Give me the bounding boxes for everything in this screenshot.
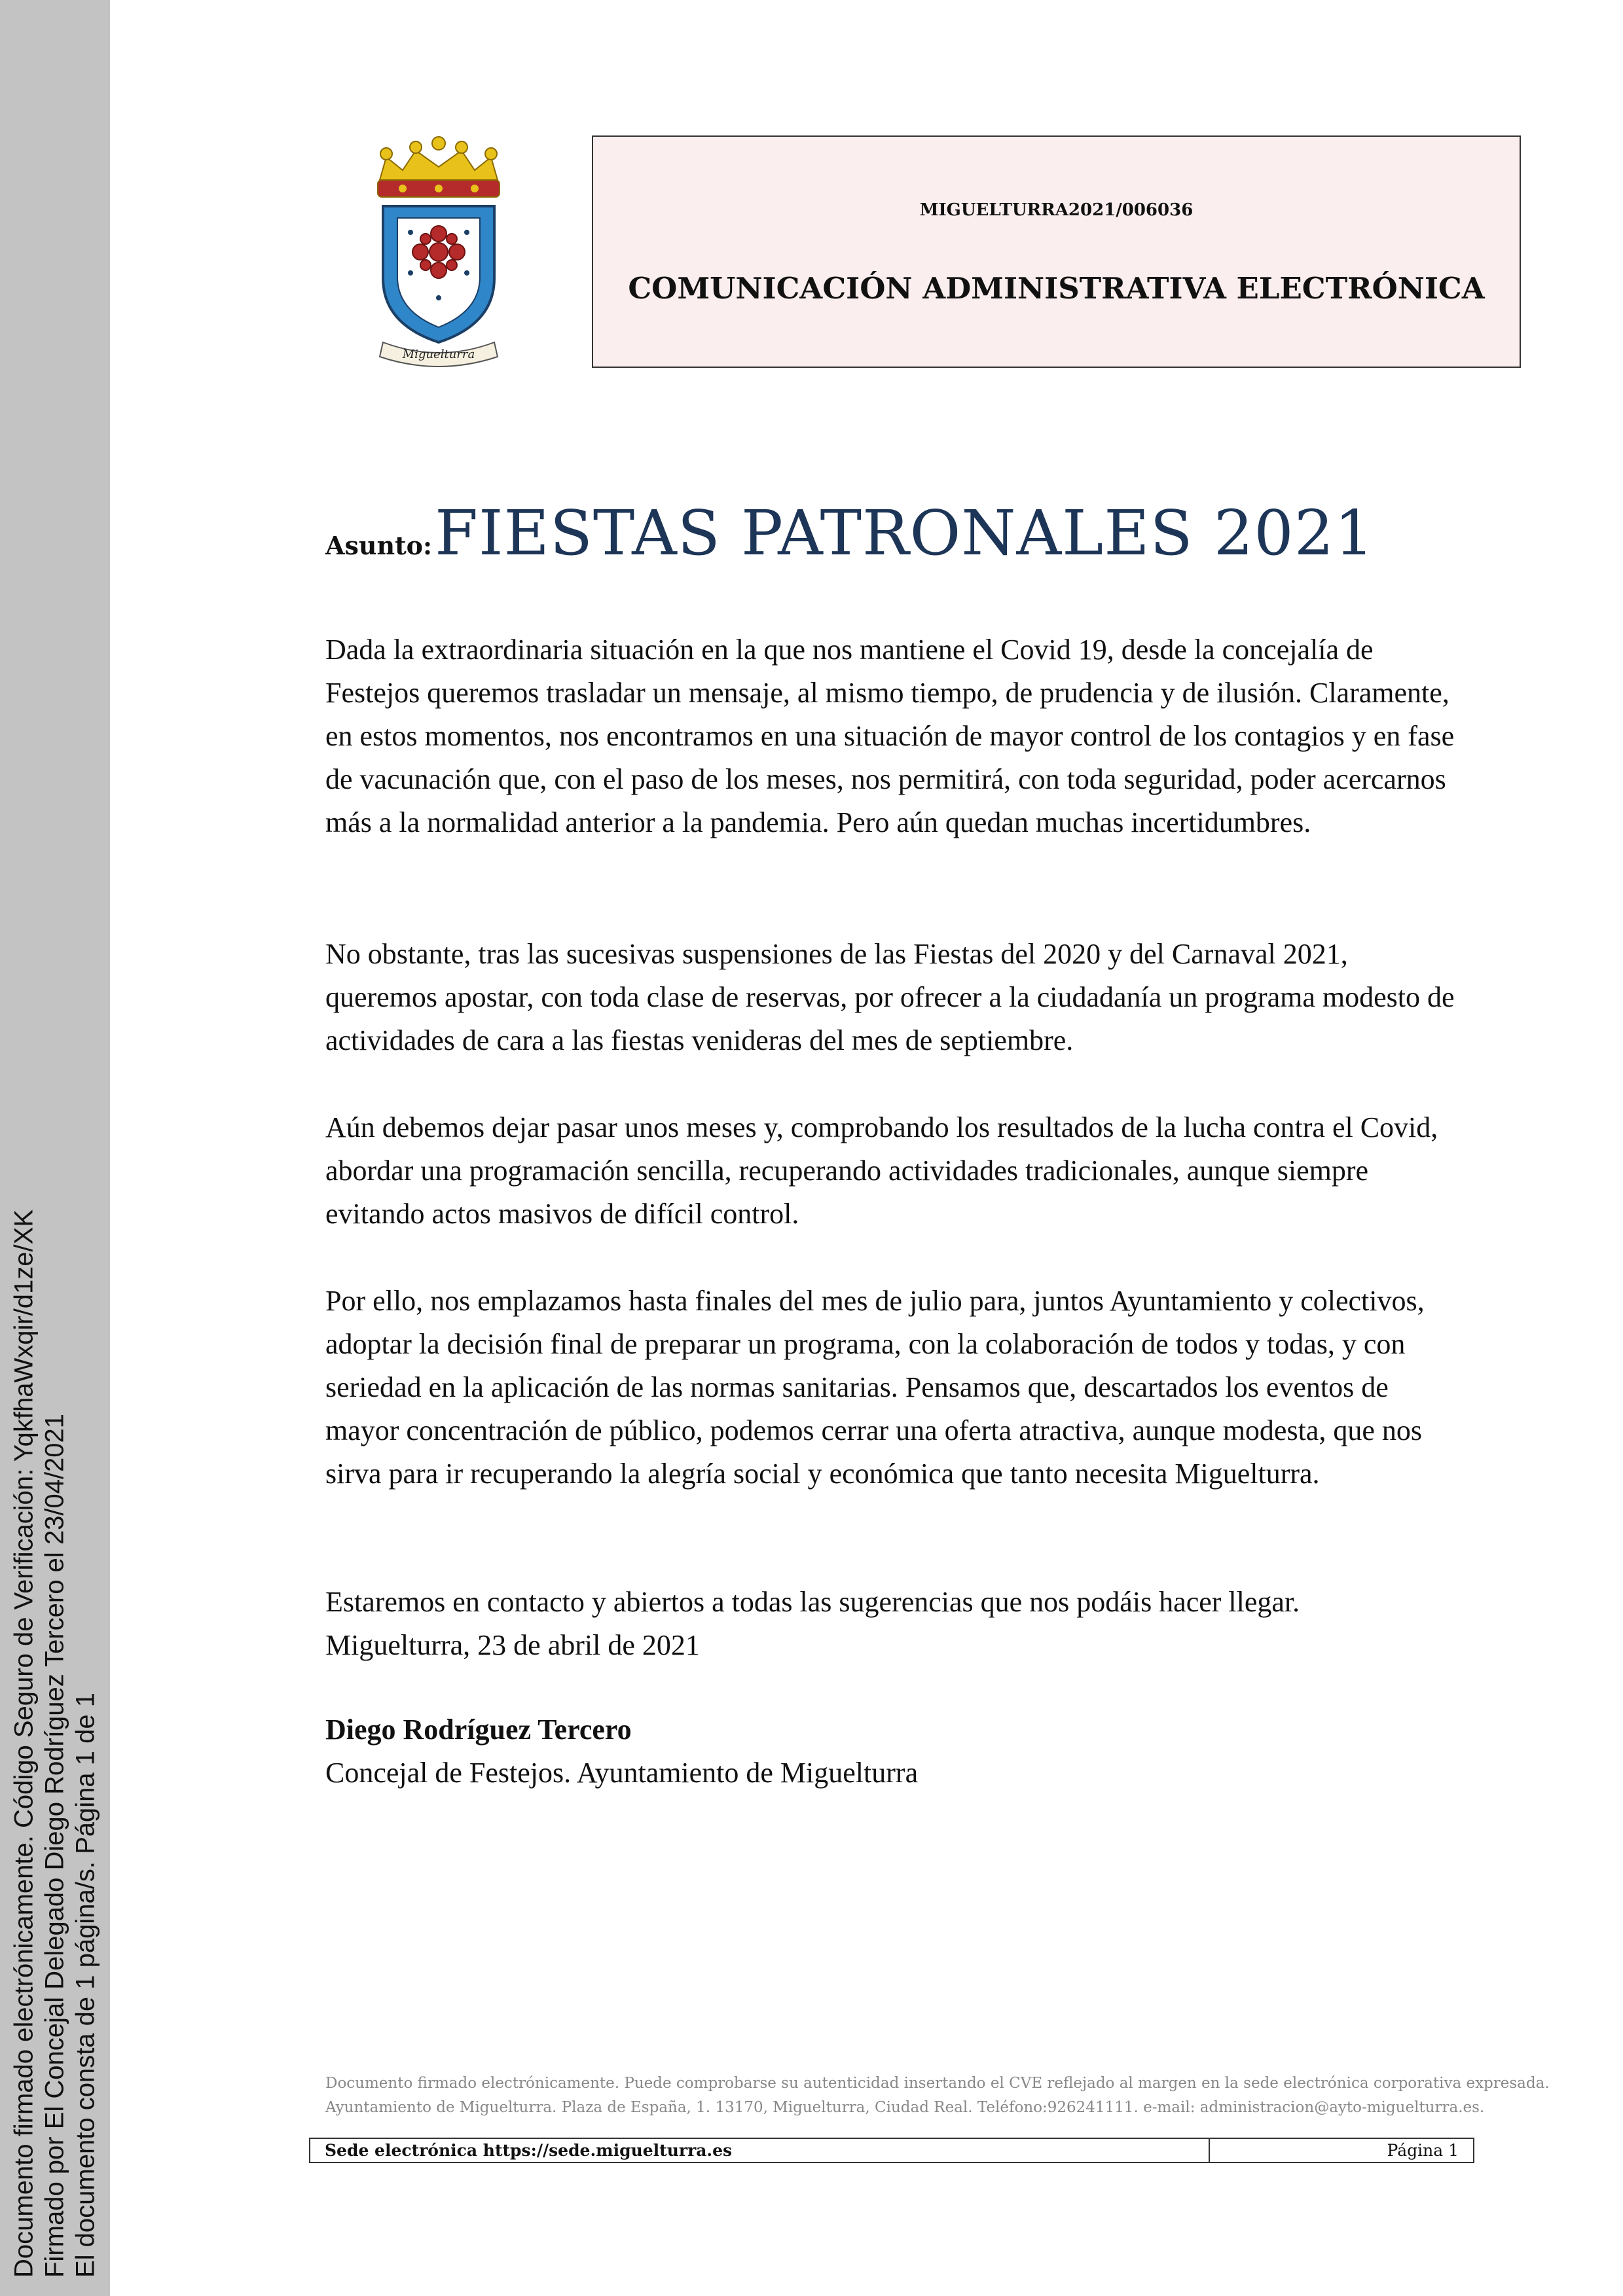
footer-bar (309, 2138, 1474, 2163)
document-reference: MIGUELTURRA2021/006036 (919, 200, 1194, 220)
signatory-name: Diego Rodríguez Tercero (325, 1713, 632, 1746)
sede-link[interactable]: Sede electrónica https://sede.miguelturra.es (310, 2139, 1210, 2162)
subject-line (325, 497, 1375, 569)
signatory-role: Concejal de Festejos. Ayuntamiento de Miguelturra (325, 1757, 919, 1789)
municipal-crest-logo (363, 134, 514, 370)
signature-block (325, 1708, 918, 1795)
footer-notice (325, 2072, 1550, 2120)
crest-ribbon-text: Miguelturra (402, 348, 475, 361)
verification-line-2: Firmado por El Concejal Delegado Diego Rodríguez Tercero el 23/04/2021 (40, 1413, 69, 2278)
closing-line: Estaremos en contacto y abiertos a todas las sugerencias que nos podáis hacer llegar. (325, 1586, 1300, 1618)
document-type-title: COMUNICACIÓN ADMINISTRATIVA ELECTRÓNICA (628, 271, 1485, 306)
footer-line-2: Ayuntamiento de Miguelturra. Plaza de España, 1. 13170, Miguelturra, Ciudad Real. Teléfono:926241111. e-mail: administracion@ayto-miguelturra.es. (325, 2099, 1485, 2116)
body-paragraph-1: Dada la extraordinaria situación en la que nos mantiene el Covid 19, desde la concejalía de Festejos queremos trasladar un mensaje, al mismo tiempo, de prudencia y de ilusión. Claramente, en estos momentos, nos encontramos en una situación de mayor control de los contagios y en fase de vacunación que, con el paso de los meses, nos permitirá, con toda seguridad, poder acercarnos más a la normalidad anterior a la pandemia. Pero aún quedan muchas incertidumbres. (325, 634, 1455, 838)
subject-label: Asunto: (325, 531, 433, 560)
footer-line-1: Documento firmado electrónicamente. Puede comprobarse su autenticidad insertando el CVE reflejado al margen en la sede electrónica corporativa expresada. (325, 2075, 1550, 2092)
document-header-box (592, 135, 1521, 368)
verification-sidebar (0, 0, 110, 2296)
subject-title: FIESTAS PATRONALES 2021 (435, 497, 1375, 569)
crown-icon (378, 137, 500, 197)
body-paragraph-2: No obstante, tras las sucesivas suspensiones de las Fiestas del 2020 y del Carnaval 2021, queremos apostar, con toda clase de reservas, por ofrecer a la ciudadanía un programa modesto de actividades de cara a las fiestas venideras del mes de septiembre. (325, 938, 1455, 1056)
page-number: Página 1 (1387, 2141, 1459, 2160)
body-paragraph-4: Por ello, nos emplazamos hasta finales del mes de julio para, juntos Ayuntamiento y colectivos, adoptar la decisión final de preparar un programa, con la colaboración de todos y todas, y con seriedad en la aplicación de las normas sanitarias. Pensamos que, descartados los eventos de mayor concentración de público, podemos cerrar una oferta atractiva, aunque modesta, que nos sirva para ir recuperando la alegría social y económica que tanto necesita Miguelturra. (325, 1285, 1425, 1490)
body-paragraph-3: Aún debemos dejar pasar unos meses y, comprobando los resultados de la lucha contra el Covid, abordar una programación sencilla, recuperando actividades tradicionales, aunque siempre evitando actos masivos de difícil control. (325, 1111, 1438, 1230)
verification-line-3: El documento consta de 1 página/s. Página 1 de 1 (71, 1693, 100, 2278)
verification-line-1: Documento firmado electrónicamente. Código Seguro de Verificación: YqkfhaWxqir/d1ze/XK (9, 1209, 39, 2278)
verification-text (9, 1113, 101, 2278)
body-paragraph-5 (325, 1581, 1465, 1667)
date-line: Miguelturra, 23 de abril de 2021 (325, 1629, 700, 1661)
